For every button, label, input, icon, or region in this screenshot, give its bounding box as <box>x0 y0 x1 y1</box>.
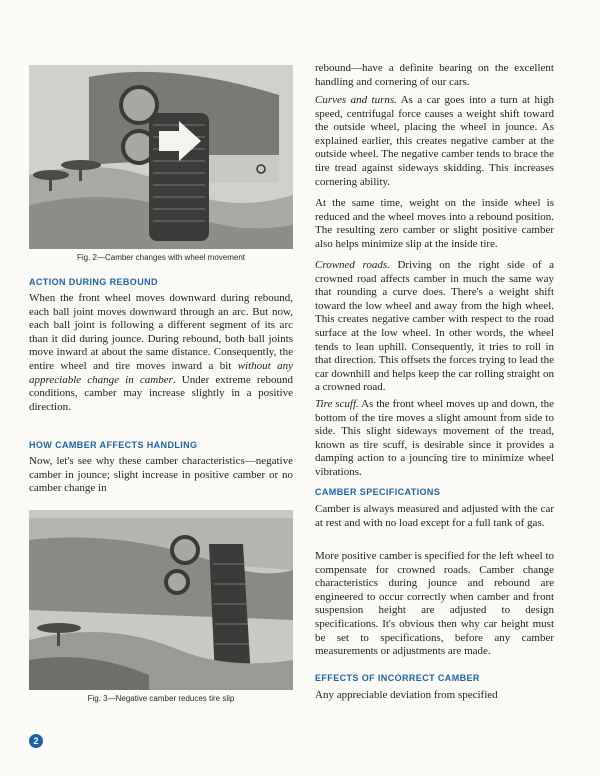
tire-scuff-label: Tire scuff. <box>315 398 359 410</box>
paragraph-effects: Any appreciable deviation from specified <box>315 689 498 701</box>
crowned-roads-label: Crowned roads. <box>315 259 390 271</box>
heading-camber-specifications: CAMBER SPECIFICATIONS <box>315 487 441 497</box>
paragraph-rebound-text-1: When the front wheel moves downward during rebound, each ball joint moves downward through an arc. But now, each ball joint is following a different segment of its arc than it did during jounce. During rebound, both ball joints move inward at about the same distance. Consequently, the entire wheel and tire moves inward a bit <box>29 292 293 372</box>
paragraph-curves-and-turns <box>315 94 554 189</box>
curves-and-turns-text: As a car goes into a turn at high speed, centrifugal force causes a weight shift toward the outside wheel, placing the wheel in jounce. As explained earlier, this creates negative camber at the outside wheel. The negative camber tends to brace the tire tread against sideways skidding. This increases cornering ability. <box>315 94 554 188</box>
figure-3-caption: Fig. 3—Negative camber reduces tire slip <box>87 694 235 703</box>
paragraph-crowned-roads <box>315 259 554 395</box>
paragraph-continuation: rebound—have a definite bearing on the excellent handling and cornering of our cars. <box>315 62 554 88</box>
paragraph-specs-1: Camber is always measured and adjusted with the car at rest and with no load except for a full tank of gas. <box>315 503 554 529</box>
tire-scuff-text: As the front wheel moves up and down, the bottom of the tire moves a slight amount from side to side. This slight sideways movement of the tread, known as tire scuff, is desirable since it provides a damping action to a jouncing tire to minimize wheel vibrations. <box>315 398 555 478</box>
figure-2-caption: Fig. 2—Camber changes with wheel movement <box>76 253 246 262</box>
figure-3-illustration <box>29 510 293 690</box>
paragraph-inside-wheel: At the same time, weight on the inside wheel is reduced and the wheel moves into a rebound position. The resulting zero camber or slight positive camber also helps minimize slip at the inside tire. <box>315 197 554 250</box>
heading-effects-of-incorrect-camber: EFFECTS OF INCORRECT CAMBER <box>315 673 480 683</box>
paragraph-tire-scuff <box>315 398 554 480</box>
paragraph-rebound-emphasis: without any appreciable change in camber <box>29 359 293 386</box>
paragraph-rebound <box>29 292 293 414</box>
heading-how-camber-affects-handling: HOW CAMBER AFFECTS HANDLING <box>29 440 198 450</box>
paragraph-rebound-text-2: . Under extreme rebound conditions, camber may increase slightly in a positive direction. <box>29 373 293 413</box>
paragraph-specs-2: More positive camber is specified for the left wheel to compensate for crowned roads. Camber change characteristics during jounce and rebound are engineered to occur correctly when camber and front suspension height are adjusted to design specifications. It's obvious then why car height must be set to specifications, before any camber measurements or adjustments are made. <box>315 550 554 658</box>
page-number: 2 <box>29 734 43 748</box>
crowned-roads-text: Driving on the right side of a crowned road affects camber in much the same way that rounding a curve does. There's a weight shift toward the low wheel and away from the high wheel. This creates negative camber with respect to the road surface at the low wheel. In other words, the wheel tends to lean uphill. Consequently, it tries to roll in that direction. This offsets the forces trying to lead the car downhill and helps keep the car rolling straight on a crowned road. <box>315 259 554 394</box>
curves-and-turns-label: Curves and turns. <box>315 94 397 106</box>
heading-action-during-rebound: ACTION DURING REBOUND <box>29 277 158 287</box>
figure-2-illustration <box>29 65 293 249</box>
paragraph-handling: Now, let's see why these camber characteristics—negative camber in jounce; slight increase in positive camber or no camber change in <box>29 455 293 495</box>
